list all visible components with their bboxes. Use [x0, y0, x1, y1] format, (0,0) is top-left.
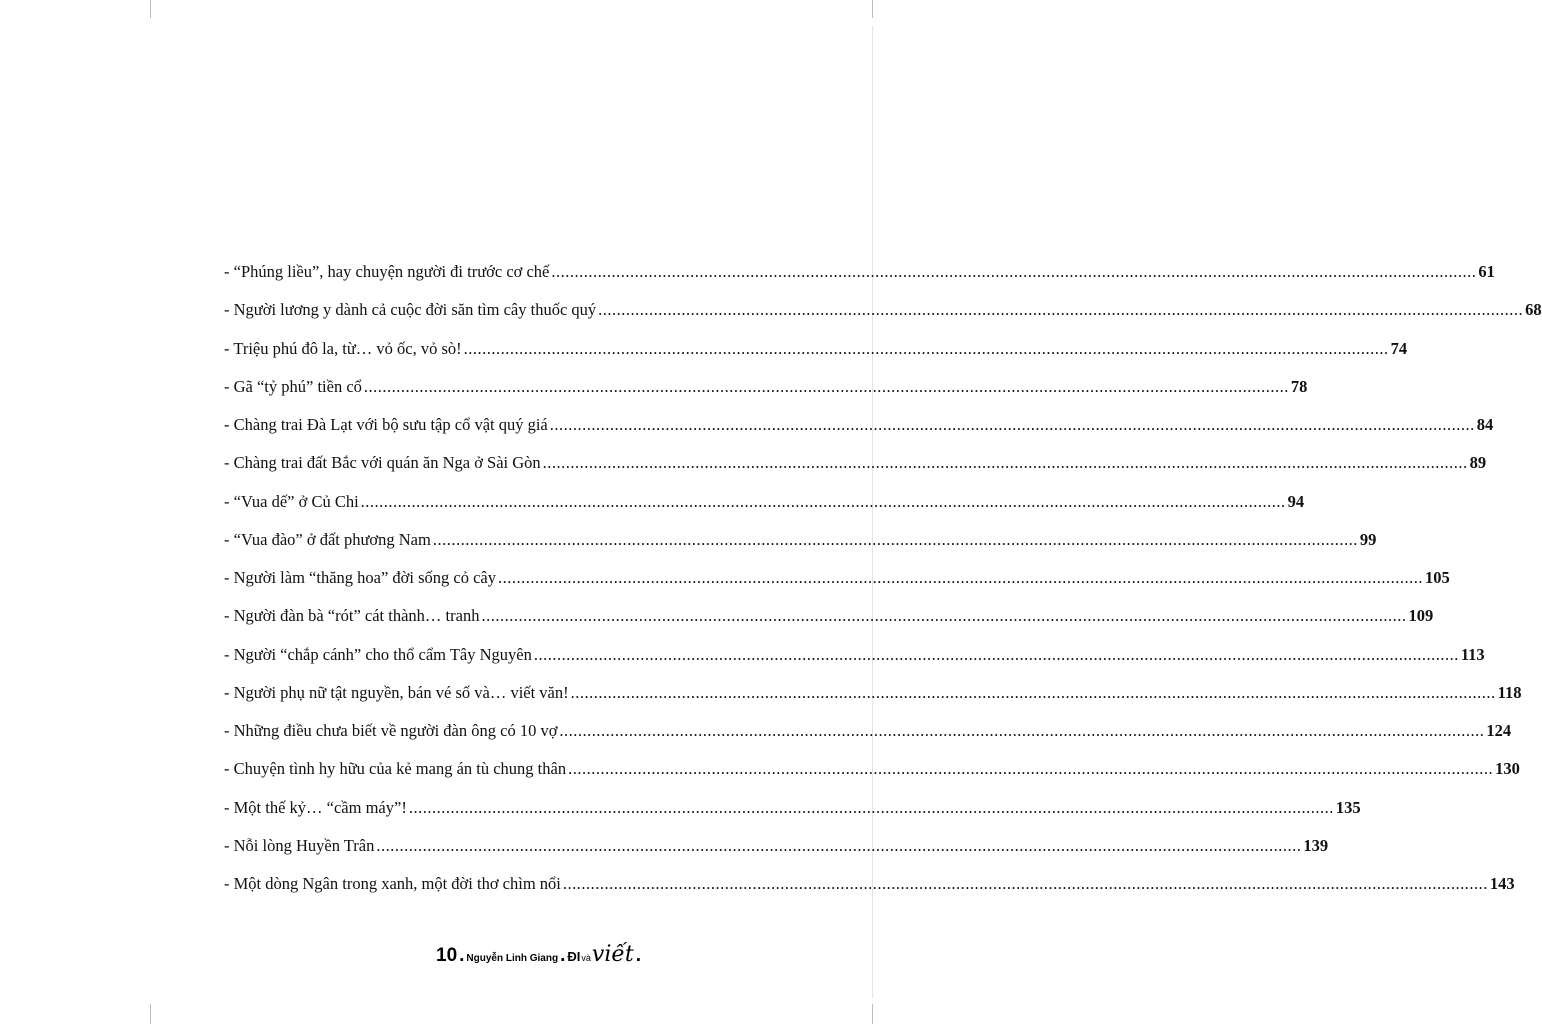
toc-dot-leader: ........................................................................................................................................................................................................	[360, 491, 1286, 511]
toc-entry-page: 94	[1287, 491, 1305, 511]
toc-entry-page: 78	[1290, 376, 1308, 396]
toc-entry-title: - Những điều chưa biết về người đàn ông có 10 vợ	[224, 721, 558, 740]
toc-entry-page: 109	[1408, 606, 1434, 626]
crop-mark-top-left	[150, 0, 151, 18]
toc-dot-leader: ........................................................................................................................................................................................................	[432, 529, 1358, 549]
toc-entry-page: 74	[1390, 338, 1408, 358]
book-title-va: và	[581, 953, 591, 963]
toc-entry	[224, 262, 1495, 300]
toc-entry-title: - “Vua dế” ở Củ Chi	[224, 491, 359, 511]
toc-dot-leader: ........................................................................................................................................................................................................	[570, 682, 1496, 702]
book-title-di: ĐI	[567, 949, 581, 964]
toc-entry	[224, 529, 1377, 568]
footer-separator: .	[459, 945, 465, 966]
toc-entry	[224, 415, 1494, 453]
toc-entry-title: - Người làm “thăng hoa” đời sống cỏ cây	[224, 568, 496, 587]
toc-entry-page: 130	[1495, 759, 1520, 779]
toc-entry	[224, 338, 1408, 377]
toc-entry-title: - Một thế kỷ… “cầm máy”!	[224, 797, 407, 817]
toc-entry	[224, 453, 1487, 491]
toc-entry-title: - Chàng trai Đà Lạt với bộ sưu tập cổ vật quý giá	[224, 415, 548, 434]
toc-dot-leader: ........................................................................................................................................................................................................	[497, 568, 1423, 587]
table-of-contents	[224, 262, 1542, 912]
toc-entry	[224, 644, 1485, 683]
toc-entry	[224, 874, 1515, 912]
toc-entry-page: 105	[1424, 568, 1450, 587]
toc-entry-title: - Người “chắp cánh” cho thổ cẩm Tây Nguyên	[224, 644, 532, 664]
toc-dot-leader: ........................................................................................................................................................................................................	[551, 262, 1477, 281]
toc-entry	[224, 300, 1542, 338]
toc-dot-leader: ........................................................................................................................................................................................................	[376, 835, 1302, 855]
crop-mark-bottom-right	[872, 1004, 873, 1024]
toc-entry	[224, 721, 1512, 759]
toc-entry	[224, 835, 1329, 874]
toc-entry-page: 135	[1335, 797, 1361, 817]
toc-dot-leader: ........................................................................................................................................................................................................	[542, 453, 1468, 473]
toc-entry-title: - Người lương y dành cả cuộc đời săn tìm cây thuốc quý	[224, 300, 597, 320]
toc-entry-page: 84	[1476, 415, 1494, 434]
toc-dot-leader: ........................................................................................................................................................................................................	[568, 759, 1494, 779]
toc-dot-leader: ........................................................................................................................................................................................................	[598, 300, 1524, 320]
toc-entry-page: 113	[1460, 644, 1485, 664]
crop-mark-bottom-left	[150, 1004, 151, 1024]
toc-entry-title: - “Phúng liều”, hay chuyện người đi trước cơ chế	[224, 262, 550, 281]
toc-entry	[224, 606, 1434, 644]
toc-dot-leader: ........................................................................................................................................................................................................	[549, 415, 1475, 434]
toc-entry	[224, 376, 1308, 415]
toc-dot-leader: ........................................................................................................................................................................................................	[481, 606, 1407, 626]
toc-entry-title: - Người phụ nữ tật nguyền, bán vé số và… viết văn!	[224, 682, 569, 702]
toc-entry-page: 89	[1469, 453, 1487, 473]
toc-dot-leader: ........................................................................................................................................................................................................	[562, 874, 1488, 893]
toc-entry-title: - Nỗi lòng Huyền Trân	[224, 835, 375, 855]
book-title-viet: viết	[591, 942, 634, 967]
toc-entry-page: 99	[1359, 529, 1377, 549]
toc-entry	[224, 759, 1520, 797]
page-number: 10	[436, 945, 458, 966]
toc-dot-leader: ........................................................................................................................................................................................................	[533, 644, 1459, 664]
crop-mark-top-right	[872, 0, 873, 18]
footer-separator: .	[560, 945, 566, 966]
toc-entry-page: 139	[1303, 835, 1329, 855]
footer-separator: .	[635, 945, 642, 966]
toc-entry-title: - Người đàn bà “rót” cát thành… tranh	[224, 606, 480, 626]
toc-entry-title: - Một dòng Ngân trong xanh, một đời thơ chìm nổi	[224, 874, 561, 893]
author-name: Nguyễn Linh Giang	[466, 953, 559, 964]
toc-entry	[224, 568, 1450, 606]
toc-entry-page: 124	[1486, 721, 1512, 740]
toc-dot-leader: ........................................................................................................................................................................................................	[363, 376, 1289, 396]
toc-dot-leader: ........................................................................................................................................................................................................	[408, 797, 1334, 817]
toc-entry-title: - Chàng trai đất Bắc với quán ăn Nga ở Sài Gòn	[224, 453, 541, 473]
toc-entry-page: 68	[1525, 300, 1542, 320]
toc-dot-leader: ........................................................................................................................................................................................................	[559, 721, 1485, 740]
toc-entry-title: - Chuyện tình hy hữu của kẻ mang án tù chung thân	[224, 759, 567, 779]
page-footer	[436, 942, 643, 967]
toc-entry	[224, 682, 1522, 721]
toc-entry-title: - Gã “tỷ phú” tiền cổ	[224, 376, 362, 396]
toc-entry-page: 61	[1478, 262, 1495, 281]
toc-entry-page: 118	[1497, 682, 1522, 702]
toc-entry	[224, 491, 1305, 530]
toc-entry-title: - Triệu phú đô la, từ… vỏ ốc, vỏ sò!	[224, 338, 462, 358]
toc-entry-title: - “Vua đào” ở đất phương Nam	[224, 529, 431, 549]
toc-dot-leader: ........................................................................................................................................................................................................	[463, 338, 1389, 358]
toc-entry	[224, 797, 1361, 836]
toc-entry-page: 143	[1489, 874, 1515, 893]
